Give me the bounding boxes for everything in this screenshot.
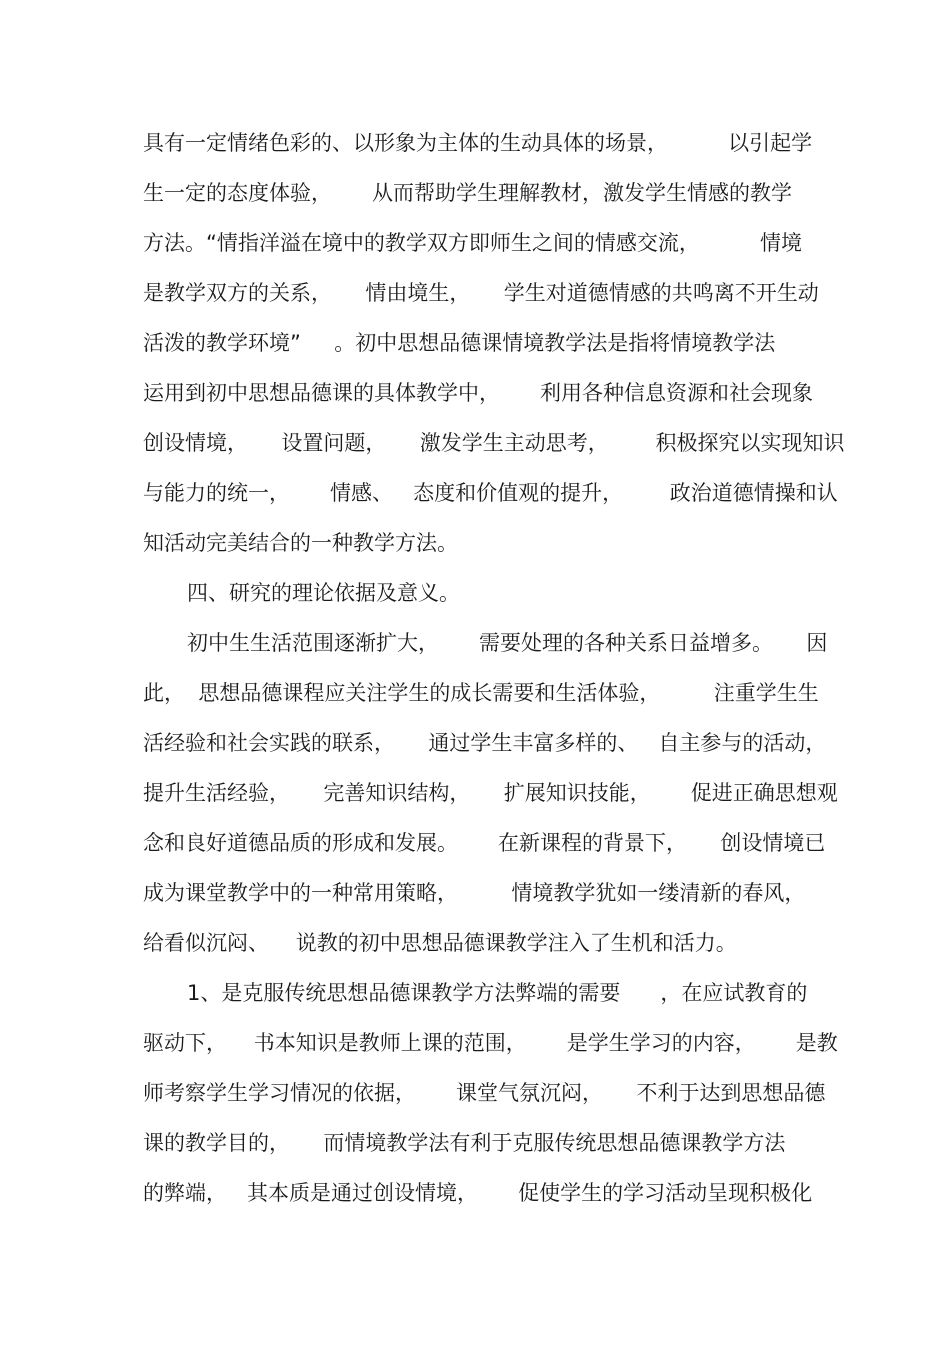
text-line: 课的教学目的， 而情境教学法有利于克服传统思想品德课教学方法 bbox=[143, 1131, 786, 1155]
text-line: 活泼的教学环境” 。初中思想品德课情境教学法是指将情境教学法 bbox=[143, 331, 776, 355]
text-line: 方法。“情指洋溢在境中的教学双方即师生之间的情感交流， 情境 bbox=[143, 231, 802, 255]
text-line: 具有一定情绪色彩的、以形象为主体的生动具体的场景， 以引起学 bbox=[143, 131, 813, 155]
text-line: 是教学双方的关系， 情由境生， 学生对道德情感的共鸣离不开生动 bbox=[143, 281, 819, 305]
text-line: 生一定的态度体验， 从而帮助学生理解教材，激发学生情感的教学 bbox=[143, 181, 793, 205]
text-line: 驱动下， 书本知识是教师上课的范围， 是学生学习的内容， 是教 bbox=[143, 1031, 838, 1055]
text-line: 与能力的统一， 情感、 态度和价值观的提升， 政治道德情操和认 bbox=[143, 481, 838, 505]
text-line: 成为课堂教学中的一种常用策略， 情境教学犹如一缕清新的春风， bbox=[143, 881, 806, 905]
text-line: 提升生活经验， 完善知识结构， 扩展知识技能， 促进正确思想观 bbox=[143, 781, 838, 805]
text-line: 念和良好道德品质的形成和发展。 在新课程的背景下， 创设情境已 bbox=[143, 831, 826, 855]
text-line: 创设情境， 设置问题， 激发学生主动思考， 积极探究以实现知识 bbox=[143, 431, 845, 455]
text-line: 师考察学生学习情况的依据， 课堂气氛沉闷， 不利于达到思想品德 bbox=[143, 1081, 826, 1105]
text-line: 活经验和社会实践的联系， 通过学生丰富多样的、 自主参与的活动， bbox=[143, 731, 827, 755]
text-line: 运用到初中思想品德课的具体教学中， 利用各种信息资源和社会现象 bbox=[143, 381, 814, 405]
text-line: 初中生生活范围逐渐扩大， 需要处理的各种关系日益增多。 因 bbox=[187, 631, 828, 655]
text-line: 给看似沉闷、 说教的初中思想品德课教学注入了生机和活力。 bbox=[143, 931, 737, 955]
text-line: 知活动完美结合的一种教学方法。 bbox=[143, 531, 458, 555]
section-heading: 四、研究的理论依据及意义。 bbox=[187, 581, 460, 605]
text-line: 的弊端， 其本质是通过创设情境， 促使学生的学习活动呈现积极化 bbox=[143, 1181, 813, 1205]
numbered-point: 1、是克服传统思想品德课教学方法弊端的需要 ，在应试教育的 bbox=[187, 981, 808, 1005]
body-text bbox=[143, 118, 845, 1218]
text-line: 此， 思想品德课程应关注学生的成长需要和生活体验， 注重学生生 bbox=[143, 681, 819, 705]
